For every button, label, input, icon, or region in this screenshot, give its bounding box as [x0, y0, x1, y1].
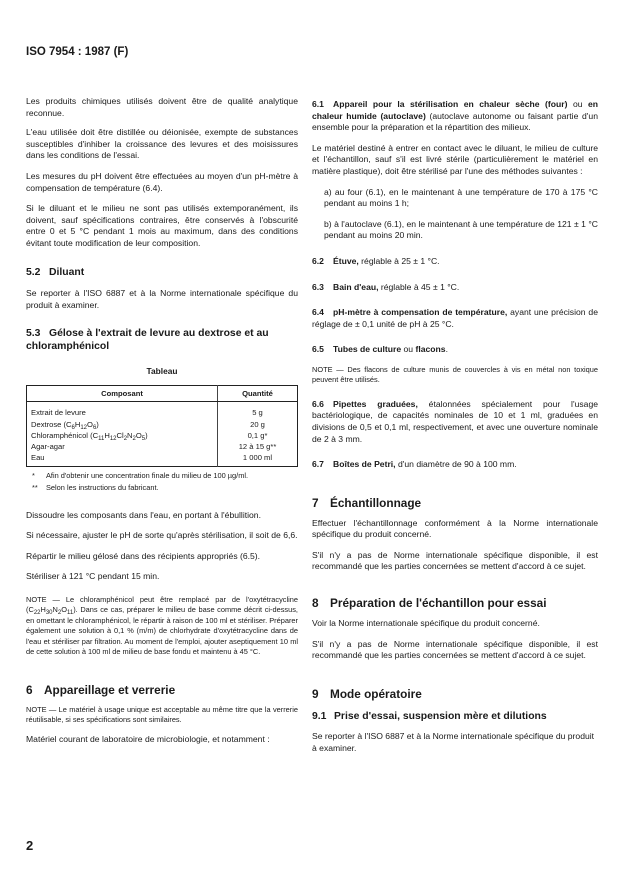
- table-row: Chloramphénicol $(C_{11}H_{12}Cl_2N_2O_5)$ 0,1 g*: [27, 430, 298, 441]
- note-chloramphenicol: NOTE — Le chloramphénicol peut être remplacé par de l'oxytétracycline $(C_{22}H_{30}N_2O_{11})$. Dans ce cas, préparer le milieu de base comme décrit ci-dessus, en omettant le chloramphénicol, le répartir à raison de 100 ml et stériliser. Préparer également une solution à 0,1 % (m/m) de chlorhydrate d'oxytétracycline dans de l'eau et stériliser par filtration. Au moment de l'emploi, ajouter aseptiquement 10 ml de cette solution à 100 ml de milieu de base fondu et maintenu à 45 °C.: [26, 595, 298, 657]
- section-6-7: 6.7 Boîtes de Petri, d'un diamètre de 90 à 100 mm.: [312, 459, 517, 470]
- table-row: Extrait de levure 5 g: [27, 402, 298, 419]
- table-row: Agar-agar 12 à 15 g**: [27, 441, 298, 452]
- document-id: ISO 7954 : 1987 (F): [26, 46, 129, 58]
- footnote: * Afin d'obtenir une concentration finale du milieu de 100 µg/ml.: [32, 470, 249, 480]
- table-footnotes: [26, 470, 298, 494]
- section-6-1: 6.1 Appareil pour la stérilisation en chaleur sèche (four) ou en chaleur humide (autoclave) (autoclave autonome ou faisant partie d'un ensemble pour la préparation et la répartition des milieux.: [312, 99, 598, 133]
- section-6-heading: 6 Appareillage et verrerie: [26, 682, 176, 697]
- paragraph-water: L'eau utilisée doit être distillée ou déionisée, exempte de substances susceptibles d'inhiber la croissance des levures et des moisissures dans les conditions de l'essai.: [26, 127, 298, 161]
- section-7-heading: 7 Échantillonnage: [312, 495, 422, 510]
- section-9-1-heading: 9.1 Prise d'essai, suspension mère et dilutions: [312, 710, 547, 722]
- right-column: [312, 99, 598, 755]
- method-b: b) à l'autoclave (6.1), en le maintenant à une température de 121 ± 1 °C pendant au moins 20 min.: [324, 218, 598, 241]
- section-8-text-1: Voir la Norme internationale spécifique du produit concerné.: [312, 618, 540, 629]
- section-6-2: 6.2 Étuve, réglable à 25 ± 1 °C.: [312, 255, 440, 266]
- section-6-5-note: NOTE — Des flacons de culture munis de couvercles à vis en métal non toxique peuvent être utilisés.: [312, 364, 598, 385]
- paragraph-storage: Si le diluant et le milieu ne sont pas utilisés extemporanément, ils doivent, sauf spécifications contraires, être conservés à l'obscurité entre 0 et 5 °C pendant 1 mois au maximum, dans des conditions évitant toute modification de leur composition.: [26, 203, 298, 248]
- section-5-2-heading: 5.2 Diluant: [26, 266, 85, 278]
- table-caption: Tableau: [146, 366, 178, 377]
- section-5-3-heading: 5.3 Gélose à l'extrait de levure au dextrose et au chloramphénicol: [26, 328, 269, 352]
- section-5-2-text: Se reporter à l'ISO 6887 et à la Norme internationale spécifique du produit à examiner.: [26, 288, 298, 310]
- page-number: 2: [26, 838, 34, 853]
- section-6-6: 6.6 Pipettes graduées, étalonnées spécialement pour l'usage bactériologique, de capacités nominales de 10 et 1 ml, graduées en divisions de 0,5 et 0,1 ml, respectivement, et avec une ouverture nominale de 2 à 3 mm.: [312, 398, 598, 444]
- section-6-note: NOTE — Le matériel à usage unique est acceptable au même titre que la verrerie réutilisable, si ses spécifications sont similaires.: [26, 704, 298, 724]
- composition-table: [26, 385, 298, 466]
- section-8-text-2: S'il n'y a pas de Norme internationale spécifique disponible, il est recommandé que les parties concernées se mettent d'accord à ce sujet.: [312, 638, 598, 661]
- paragraph-ph-measure: Les mesures du pH doivent être effectuées au moyen d'un pH-mètre à compensation de température (6.4).: [26, 170, 298, 193]
- method-a: a) au four (6.1), en le maintenant à une température de 170 à 175 °C pendant au moins 1 h;: [324, 186, 598, 209]
- paragraph-reagents-quality: Les produits chimiques utilisés doivent être de qualité analytique reconnue.: [26, 96, 298, 118]
- section-6-5: 6.5 Tubes de culture ou flacons.: [312, 344, 448, 355]
- left-column: [26, 96, 298, 746]
- paragraph-sterilize: Stériliser à 121 °C pendant 15 min.: [26, 571, 160, 582]
- section-8-heading: 8 Préparation de l'échantillon pour essai: [312, 596, 547, 611]
- table-row: Dextrose $(C_6H_{12}O_6)$ 20 g: [27, 419, 298, 430]
- table-row: Eau 1 000 ml: [27, 452, 298, 466]
- section-6-4: 6.4 pH-mètre à compensation de température, ayant une précision de réglage de ± 0,1 unité de pH à 25 °C.: [312, 307, 598, 329]
- section-7-text-2: S'il n'y a pas de Norme internationale spécifique disponible, il est recommandé que les parties concernées se mettent d'accord à ce sujet.: [312, 549, 598, 572]
- section-7-text-1: Effectuer l'échantillonnage conformément à la Norme internationale spécifique du produit concerné.: [312, 517, 598, 540]
- column-header-component: Composant: [27, 386, 218, 402]
- column-header-quantity: Quantité: [218, 386, 298, 402]
- section-6-1-text: Le matériel destiné à entrer en contact avec le diluant, le milieu de culture et l'échantillon, sauf s'il est livré stérile (particulièrement le matériel en matière plastique), doit être stérilisé par l'une des méthodes suivantes :: [312, 142, 598, 176]
- section-9-1-text: Se reporter à l'ISO 6887 et à la Norme internationale spécifique du produit à examiner.: [312, 731, 595, 753]
- paragraph-distribute: Répartir le milieu gélosé dans des récipients appropriés (6.5).: [26, 550, 261, 561]
- section-9-heading: 9 Mode opératoire: [312, 686, 422, 701]
- paragraph-adjust-ph: Si nécessaire, ajuster le pH de sorte qu'après stérilisation, il soit de 6,6.: [26, 530, 298, 541]
- section-6-3: 6.3 Bain d'eau, réglable à 45 ± 1 °C.: [312, 281, 460, 292]
- paragraph-dissolve: Dissoudre les composants dans l'eau, en portant à l'ébullition.: [26, 509, 261, 520]
- section-6-text: Matériel courant de laboratoire de microbiologie, et notamment :: [26, 734, 270, 745]
- footnote: ** Selon les instructions du fabricant.: [32, 482, 159, 492]
